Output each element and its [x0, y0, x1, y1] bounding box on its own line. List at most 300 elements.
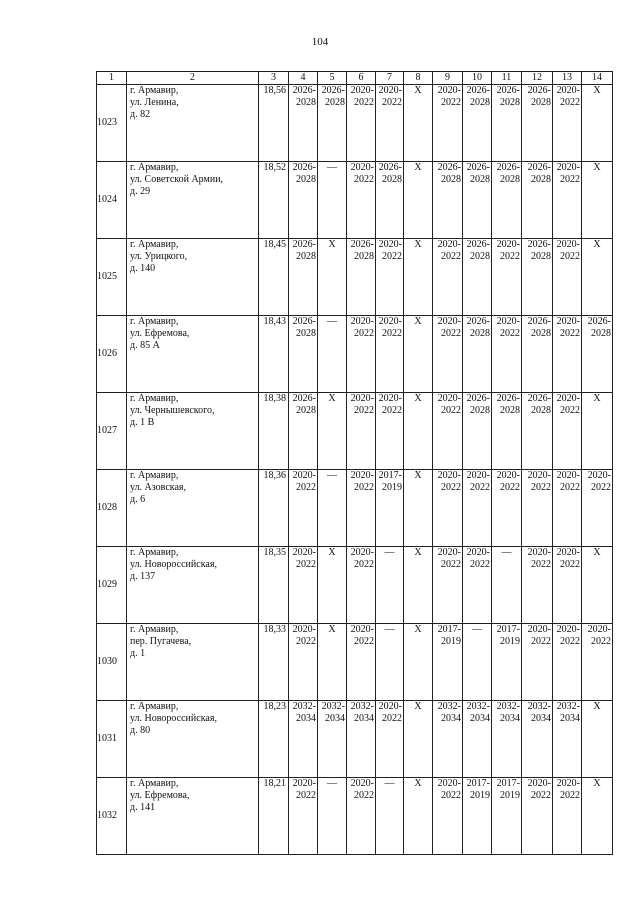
cell-text: 2020-	[556, 778, 580, 789]
cell-text: 2020-	[496, 239, 520, 250]
row-number: 1024	[97, 162, 127, 239]
cell-text: 2022	[591, 636, 611, 647]
period-cell	[463, 701, 492, 778]
cell-text: 2022	[354, 559, 374, 570]
cell-text: 2022	[382, 405, 402, 416]
period-cell	[582, 316, 613, 393]
cell-text: X	[328, 624, 336, 635]
period-cell	[522, 393, 553, 470]
cell-text: X	[328, 393, 336, 404]
cell-text: 2022	[296, 790, 316, 801]
period-cell	[492, 393, 522, 470]
period-cell	[433, 624, 463, 701]
header-cell: 1	[97, 72, 127, 85]
period-cell	[522, 239, 553, 316]
cell-text: 2022	[500, 328, 520, 339]
cell-text: 2022	[531, 559, 551, 570]
cell-text: 2028	[531, 251, 551, 262]
cell-text: X	[414, 85, 422, 96]
address-line: д. 1 В	[130, 417, 155, 428]
cell-text: X	[328, 547, 336, 558]
cell-text: 2022	[531, 482, 551, 493]
address-line: д. 141	[130, 802, 156, 813]
cell-text: —	[327, 470, 337, 481]
cell-text: 2020-	[527, 778, 551, 789]
cell-text: 2022	[441, 251, 461, 262]
period-cell	[492, 316, 522, 393]
cell-text: 2022	[441, 405, 461, 416]
period-cell	[492, 701, 522, 778]
cell-text: 2028	[296, 328, 316, 339]
period-cell	[463, 470, 492, 547]
cell-text: 2034	[296, 713, 316, 724]
address-cell	[127, 239, 259, 316]
period-cell	[553, 778, 582, 855]
cell-text: X	[593, 547, 601, 558]
address-line: г. Армавир,	[130, 85, 179, 96]
mark-cell	[376, 624, 404, 701]
cell-text: 2022	[560, 174, 580, 185]
row-number: 1029	[97, 547, 127, 624]
address-line: г. Армавир,	[130, 547, 179, 558]
period-cell	[582, 470, 613, 547]
cell-text: 2028	[470, 251, 490, 262]
cell-text: —	[384, 778, 395, 789]
address-line: г. Армавир,	[130, 162, 179, 173]
address-line: ул. Советской Армии,	[130, 174, 224, 185]
cell-text: 2022	[560, 251, 580, 262]
cell-text: —	[327, 162, 337, 173]
cell-text: 2034	[500, 713, 520, 724]
cell-text: X	[414, 239, 422, 250]
row-number: 1032	[97, 778, 127, 855]
table-row	[97, 778, 613, 855]
cell-text: 2032-	[321, 701, 345, 712]
period-cell	[463, 316, 492, 393]
cell-text: 2026-	[292, 162, 316, 173]
area-cell: 18,45	[259, 239, 289, 316]
cell-text: 2034	[531, 713, 551, 724]
period-cell	[433, 162, 463, 239]
cell-text: 2019	[500, 636, 520, 647]
cell-text: 2028	[441, 174, 461, 185]
cell-text: 2022	[560, 328, 580, 339]
area-cell: 18,43	[259, 316, 289, 393]
cell-text: 2017-	[496, 778, 520, 789]
period-cell	[553, 701, 582, 778]
period-cell	[376, 85, 404, 162]
period-cell	[376, 701, 404, 778]
cell-text: 2022	[354, 790, 374, 801]
cell-text: X	[414, 701, 422, 712]
period-cell	[289, 547, 318, 624]
cell-text: 2022	[470, 559, 490, 570]
header-cell: 9	[433, 72, 463, 85]
cell-text: 2020-	[466, 547, 490, 558]
mark-cell	[318, 393, 347, 470]
table-header-row	[97, 72, 613, 85]
address-line: ул. Урицкого,	[130, 251, 188, 262]
header-cell: 4	[289, 72, 318, 85]
cell-text: 2026-	[466, 162, 490, 173]
cell-text: X	[414, 470, 422, 481]
cell-text: 2022	[441, 97, 461, 108]
cell-text: —	[472, 624, 482, 635]
mark-cell	[404, 701, 433, 778]
address-line: г. Армавир,	[130, 624, 179, 635]
cell-text: 2022	[591, 482, 611, 493]
cell-text: 2022	[354, 97, 374, 108]
cell-text: 2026-	[350, 239, 374, 250]
address-line: д. 137	[130, 571, 156, 582]
period-cell	[347, 778, 376, 855]
header-cell: 2	[127, 72, 259, 85]
cell-text: 2020-	[350, 778, 374, 789]
cell-text: 2022	[354, 174, 374, 185]
cell-text: 2028	[470, 174, 490, 185]
cell-text: 2026-	[466, 239, 490, 250]
mark-cell	[582, 239, 613, 316]
row-number: 1026	[97, 316, 127, 393]
cell-text: 2020-	[466, 470, 490, 481]
cell-text: 2020-	[527, 547, 551, 558]
table-row	[97, 316, 613, 393]
period-cell	[433, 393, 463, 470]
cell-text: 2020-	[496, 470, 520, 481]
cell-text: 2022	[560, 636, 580, 647]
period-cell	[553, 85, 582, 162]
cell-text: 2022	[441, 328, 461, 339]
table-row	[97, 85, 613, 162]
area-cell: 18,56	[259, 85, 289, 162]
cell-text: 2028	[591, 328, 611, 339]
period-cell	[553, 624, 582, 701]
cell-text: X	[414, 162, 422, 173]
address-line: ул. Новороссийская,	[130, 559, 217, 570]
cell-text: 2028	[470, 328, 490, 339]
period-cell	[582, 624, 613, 701]
cell-text: 2028	[470, 405, 490, 416]
period-cell	[289, 85, 318, 162]
cell-text: 2022	[560, 482, 580, 493]
period-cell	[289, 316, 318, 393]
cell-text: 2026-	[496, 85, 520, 96]
table-row	[97, 624, 613, 701]
cell-text: 2028	[296, 174, 316, 185]
header-cell: 12	[522, 72, 553, 85]
cell-text: 2020-	[527, 470, 551, 481]
address-line: д. 80	[130, 725, 151, 736]
period-cell	[553, 316, 582, 393]
period-cell	[289, 778, 318, 855]
cell-text: 2020-	[556, 85, 580, 96]
cell-text: 2034	[441, 713, 461, 724]
period-cell	[463, 778, 492, 855]
cell-text: 2020-	[587, 624, 611, 635]
cell-text: X	[328, 239, 336, 250]
cell-text: 2020-	[350, 393, 374, 404]
cell-text: 2020-	[350, 85, 374, 96]
period-cell	[289, 393, 318, 470]
header-cell: 14	[582, 72, 613, 85]
cell-text: 2022	[560, 97, 580, 108]
period-cell	[433, 547, 463, 624]
cell-text: 2026-	[527, 239, 551, 250]
area-cell: 18,35	[259, 547, 289, 624]
cell-text: 2028	[500, 97, 520, 108]
address-line: г. Армавир,	[130, 393, 179, 404]
cell-text: 2020-	[350, 547, 374, 558]
period-cell	[522, 316, 553, 393]
cell-text: X	[593, 239, 601, 250]
period-cell	[463, 239, 492, 316]
cell-text: 2020-	[437, 85, 461, 96]
address-line: ул. Ленина,	[130, 97, 179, 108]
address-cell	[127, 701, 259, 778]
mark-cell	[376, 778, 404, 855]
period-cell	[289, 701, 318, 778]
cell-text: 2020-	[292, 547, 316, 558]
cell-text: 2026-	[466, 393, 490, 404]
period-cell	[522, 624, 553, 701]
cell-text: 2032-	[527, 701, 551, 712]
period-cell	[347, 85, 376, 162]
period-cell	[376, 162, 404, 239]
period-cell	[522, 85, 553, 162]
cell-text: 2017-	[378, 470, 402, 481]
area-cell: 18,21	[259, 778, 289, 855]
cell-text: 2028	[531, 97, 551, 108]
cell-text: 2017-	[466, 778, 490, 789]
area-cell: 18,38	[259, 393, 289, 470]
cell-text: 2026-	[292, 85, 316, 96]
cell-text: 2022	[354, 636, 374, 647]
cell-text: 2028	[382, 174, 402, 185]
cell-text: X	[593, 778, 601, 789]
cell-text: 2020-	[378, 85, 402, 96]
address-line: д. 140	[130, 263, 156, 274]
cell-text: X	[414, 316, 422, 327]
cell-text: 2026-	[378, 162, 402, 173]
cell-text: X	[593, 85, 601, 96]
cell-text: 2020-	[556, 547, 580, 558]
mark-cell	[404, 316, 433, 393]
cell-text: —	[327, 316, 337, 327]
cell-text: —	[384, 624, 395, 635]
cell-text: X	[414, 393, 422, 404]
period-cell	[433, 778, 463, 855]
mark-cell	[318, 778, 347, 855]
cell-text: 2022	[560, 405, 580, 416]
period-cell	[433, 701, 463, 778]
table-row	[97, 701, 613, 778]
period-cell	[347, 239, 376, 316]
mark-cell	[404, 624, 433, 701]
cell-text: 2032-	[437, 701, 461, 712]
cell-text: 2032-	[350, 701, 374, 712]
period-cell	[553, 162, 582, 239]
cell-text: 2032-	[466, 701, 490, 712]
cell-text: 2034	[325, 713, 345, 724]
cell-text: 2020-	[350, 316, 374, 327]
address-cell	[127, 547, 259, 624]
cell-text: 2020-	[378, 393, 402, 404]
cell-text: 2020-	[556, 470, 580, 481]
cell-text: 2028	[354, 251, 374, 262]
cell-text: 2026-	[292, 393, 316, 404]
cell-text: 2026-	[321, 85, 345, 96]
cell-text: 2026-	[587, 316, 611, 327]
header-cell: 7	[376, 72, 404, 85]
cell-text: 2022	[441, 482, 461, 493]
cell-text: X	[414, 547, 422, 558]
mark-cell	[404, 85, 433, 162]
period-cell	[318, 85, 347, 162]
cell-text: 2026-	[437, 162, 461, 173]
cell-text: 2019	[470, 790, 490, 801]
cell-text: 2017-	[437, 624, 461, 635]
cell-text: 2034	[560, 713, 580, 724]
row-number: 1030	[97, 624, 127, 701]
period-cell	[347, 547, 376, 624]
mark-cell	[582, 547, 613, 624]
address-line: д. 1	[130, 648, 146, 659]
cell-text: 2020-	[350, 624, 374, 635]
cell-text: 2020-	[437, 547, 461, 558]
cell-text: 2022	[354, 328, 374, 339]
address-line: ул. Чернышевского,	[130, 405, 215, 416]
mark-cell	[582, 778, 613, 855]
period-cell	[289, 162, 318, 239]
cell-text: 2022	[296, 559, 316, 570]
cell-text: 2028	[296, 97, 316, 108]
period-cell	[553, 393, 582, 470]
address-line: д. 82	[130, 109, 151, 120]
cell-text: 2020-	[556, 316, 580, 327]
mark-cell	[318, 239, 347, 316]
header-cell: 6	[347, 72, 376, 85]
mark-cell	[404, 393, 433, 470]
period-cell	[553, 470, 582, 547]
cell-text: 2020-	[437, 316, 461, 327]
period-cell	[433, 316, 463, 393]
cell-text: X	[593, 701, 601, 712]
period-cell	[318, 701, 347, 778]
table-row	[97, 547, 613, 624]
table-row	[97, 470, 613, 547]
address-cell	[127, 393, 259, 470]
mark-cell	[492, 547, 522, 624]
cell-text: X	[414, 624, 422, 635]
address-line: д. 6	[130, 494, 146, 505]
address-line: г. Армавир,	[130, 239, 179, 250]
cell-text: 2022	[531, 790, 551, 801]
period-cell	[492, 162, 522, 239]
row-number: 1031	[97, 701, 127, 778]
area-cell: 18,36	[259, 470, 289, 547]
area-cell: 18,23	[259, 701, 289, 778]
address-line: д. 85 А	[130, 340, 160, 351]
cell-text: 2026-	[496, 162, 520, 173]
cell-text: 2026-	[527, 316, 551, 327]
mark-cell	[582, 85, 613, 162]
period-cell	[347, 162, 376, 239]
cell-text: 2022	[354, 482, 374, 493]
cell-text: 2020-	[556, 393, 580, 404]
cell-text: 2020-	[350, 470, 374, 481]
period-cell	[522, 701, 553, 778]
period-cell	[289, 624, 318, 701]
cell-text: 2026-	[466, 85, 490, 96]
period-cell	[463, 547, 492, 624]
period-cell	[463, 162, 492, 239]
mark-cell	[318, 162, 347, 239]
cell-text: 2022	[354, 405, 374, 416]
cell-text: 2020-	[292, 778, 316, 789]
cell-text: 2026-	[527, 85, 551, 96]
cell-text: 2022	[441, 559, 461, 570]
cell-text: 2022	[470, 482, 490, 493]
cell-text: 2019	[382, 482, 402, 493]
cell-text: 2026-	[292, 316, 316, 327]
mark-cell	[318, 624, 347, 701]
cell-text: 2020-	[437, 470, 461, 481]
period-cell	[492, 624, 522, 701]
mark-cell	[463, 624, 492, 701]
mark-cell	[582, 701, 613, 778]
cell-text: 2028	[531, 405, 551, 416]
cell-text: 2022	[500, 482, 520, 493]
period-cell	[522, 470, 553, 547]
table-row	[97, 393, 613, 470]
cell-text: 2022	[560, 790, 580, 801]
mark-cell	[582, 162, 613, 239]
cell-text: 2028	[296, 251, 316, 262]
address-line: ул. Азовская,	[130, 482, 187, 493]
cell-text: 2026-	[527, 162, 551, 173]
address-cell	[127, 316, 259, 393]
cell-text: 2020-	[496, 316, 520, 327]
mark-cell	[404, 778, 433, 855]
period-cell	[347, 701, 376, 778]
cell-text: —	[327, 778, 337, 789]
period-cell	[553, 547, 582, 624]
cell-text: 2017-	[496, 624, 520, 635]
cell-text: 2020-	[378, 701, 402, 712]
mark-cell	[404, 239, 433, 316]
cell-text: 2032-	[292, 701, 316, 712]
row-number: 1023	[97, 85, 127, 162]
mark-cell	[318, 470, 347, 547]
cell-text: 2020-	[378, 239, 402, 250]
cell-text: 2020-	[556, 239, 580, 250]
mark-cell	[318, 547, 347, 624]
mark-cell	[376, 547, 404, 624]
cell-text: 2020-	[527, 624, 551, 635]
cell-text: 2026-	[527, 393, 551, 404]
cell-text: 2020-	[378, 316, 402, 327]
period-cell	[492, 778, 522, 855]
address-line: г. Армавир,	[130, 778, 179, 789]
cell-text: 2022	[382, 97, 402, 108]
cell-text: 2028	[470, 97, 490, 108]
period-cell	[492, 470, 522, 547]
cell-text: 2022	[382, 328, 402, 339]
cell-text: 2022	[382, 713, 402, 724]
row-number: 1028	[97, 470, 127, 547]
period-cell	[463, 85, 492, 162]
mark-cell	[582, 393, 613, 470]
